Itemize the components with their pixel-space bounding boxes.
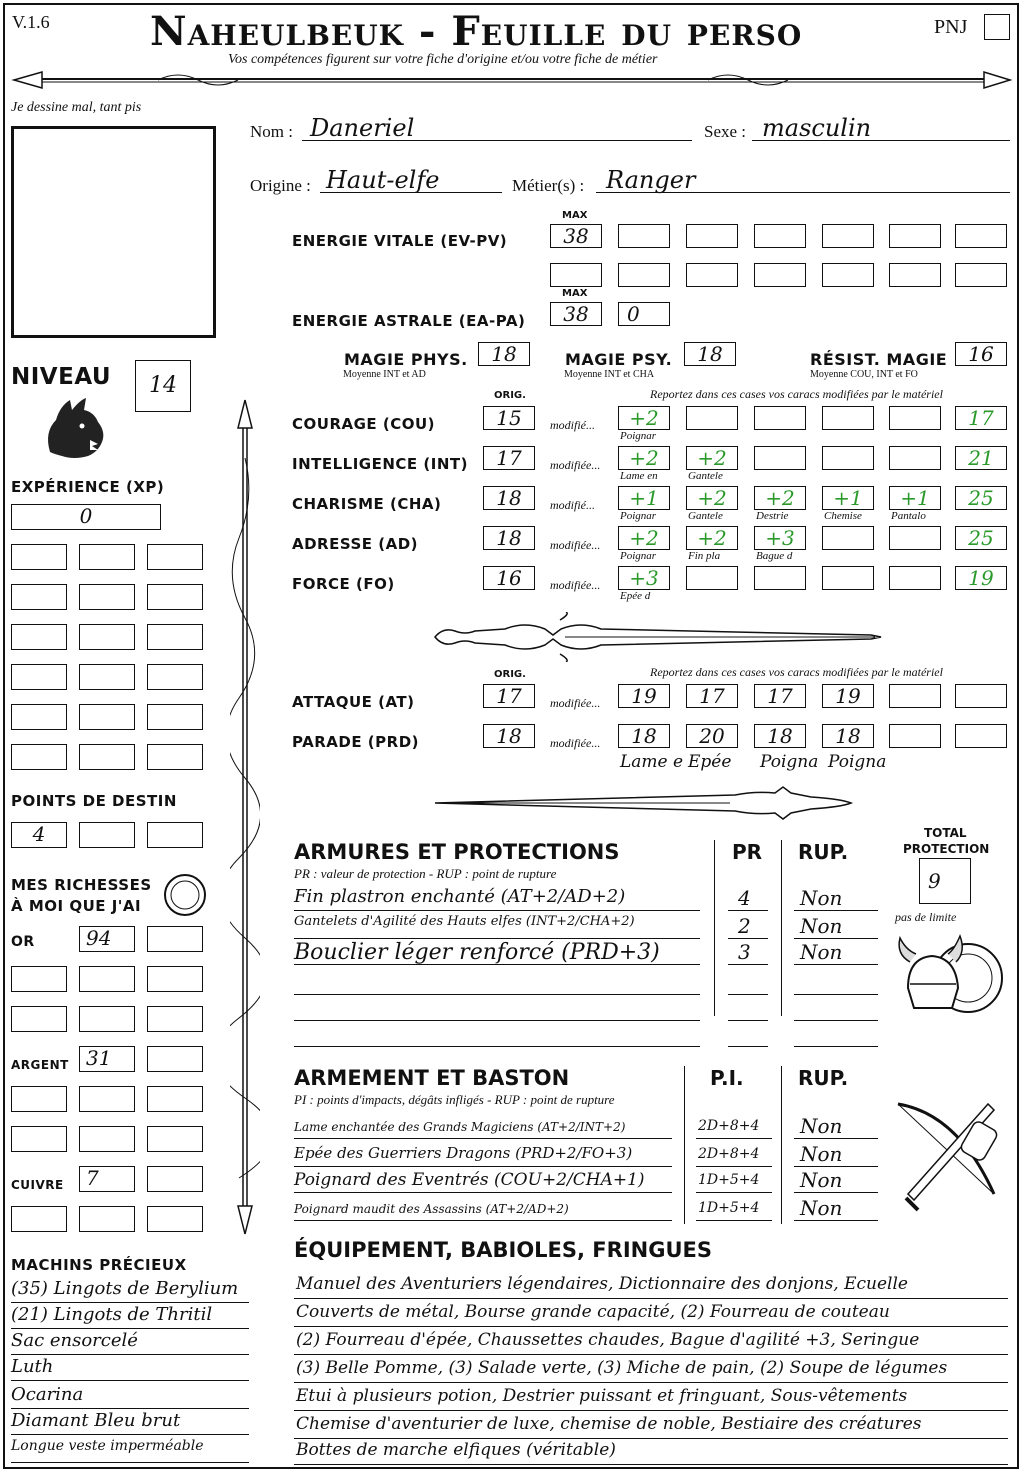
armement-title: ARMEMENT ET BASTON — [294, 1066, 570, 1090]
argent-box-2[interactable] — [147, 1046, 203, 1072]
armure-pr-underline — [728, 1046, 768, 1047]
carac-final-value[interactable]: 17 — [955, 406, 1007, 430]
combat-mod-value[interactable]: 19 — [822, 684, 874, 708]
carac-mod-value[interactable] — [686, 406, 738, 430]
carac-mod-source: Pantalo — [891, 510, 926, 522]
ev-box[interactable] — [822, 224, 874, 248]
arme-name[interactable]: Epée des Guerriers Dragons (PRD+2/FO+3) — [294, 1144, 633, 1162]
carac-mod-value[interactable] — [686, 566, 738, 590]
xp-box[interactable] — [147, 584, 203, 610]
or-label: OR — [11, 934, 35, 950]
armure-name[interactable]: Fin plastron enchanté (AT+2/AD+2) — [294, 886, 626, 907]
dragon-icon — [40, 392, 106, 464]
combat-mod-value[interactable] — [889, 684, 941, 708]
or-box-7[interactable] — [79, 1006, 135, 1032]
combat-mod-value[interactable] — [889, 724, 941, 748]
carac-mod-source: Fin pla — [688, 550, 721, 562]
coin-icon — [162, 872, 208, 918]
carac-mod-source: Poignar — [620, 510, 657, 522]
carac-mod-value[interactable]: +2 — [618, 526, 670, 550]
combat-mod-value[interactable]: 17 — [686, 684, 738, 708]
carac-mod-source: Gantele — [688, 470, 723, 482]
richesses-label-2: À MOI QUE J'AI — [11, 897, 142, 915]
weapons-crossed-icon — [888, 1094, 1008, 1218]
xp-box[interactable] — [11, 624, 67, 650]
equipement-underline — [294, 1464, 1008, 1465]
combat-label: PARADE (PRD) — [292, 733, 420, 751]
magie-phys-note: Moyenne INT et AD — [343, 369, 426, 380]
carac-final-value[interactable]: 19 — [955, 566, 1007, 590]
ev-box[interactable] — [618, 263, 670, 287]
carac-orig-value[interactable]: 15 — [483, 406, 535, 430]
cuivre-value[interactable]: 7 — [79, 1166, 135, 1192]
equipement-line[interactable]: (3) Belle Pomme, (3) Salade verte, (3) Miche de pain, (2) Soupe de légumes — [296, 1358, 948, 1378]
xp-box[interactable] — [11, 544, 67, 570]
armure-rup-underline — [794, 964, 878, 965]
argent-value[interactable]: 31 — [79, 1046, 135, 1072]
ev-box[interactable] — [822, 263, 874, 287]
armures-pr-header: PR — [732, 840, 763, 864]
armement-rup-header: RUP. — [798, 1066, 849, 1090]
armures-rup-header: RUP. — [798, 840, 849, 864]
armement-note: PI : points d'impacts, dégâts infligés - RUP : point de rupture — [294, 1092, 615, 1107]
precieux-underline — [11, 1462, 249, 1463]
carac-label: ADRESSE (AD) — [292, 535, 419, 553]
argent-box-8[interactable] — [147, 1126, 203, 1152]
arme-pi[interactable]: 1D+5+4 — [698, 1172, 760, 1188]
or-box-2[interactable] — [147, 926, 203, 952]
carac-mod-source: Gantele — [688, 510, 723, 522]
ev-box[interactable]: 38 — [550, 224, 602, 248]
precieux-item[interactable]: Luth — [11, 1356, 54, 1377]
equipement-title: ÉQUIPEMENT, BABIOLES, FRINGUES — [294, 1238, 712, 1262]
argent-box-7[interactable] — [79, 1126, 135, 1152]
carac-mod-source: Poignar — [620, 430, 657, 442]
carac-mod-source: Bague d — [756, 550, 793, 562]
or-box-5[interactable] — [147, 966, 203, 992]
total-protection-value[interactable]: 9 — [919, 858, 971, 904]
carac-label: COURAGE (COU) — [292, 415, 436, 433]
caracs-orig-label: ORIG. — [494, 390, 526, 401]
arme-pi-underline — [696, 1166, 772, 1167]
carac-orig-value[interactable]: 18 — [483, 486, 535, 510]
helmet-shield-icon — [890, 928, 1006, 1028]
equipement-underline — [294, 1326, 1008, 1327]
xp-box[interactable] — [79, 664, 135, 690]
xp-box[interactable] — [79, 624, 135, 650]
armure-pr-underline — [728, 938, 768, 939]
armure-pr[interactable]: 3 — [738, 940, 751, 964]
ev-box[interactable] — [955, 263, 1007, 287]
page-title: Naheulbeuk - Feuille du perso — [150, 8, 803, 55]
origine-underline — [320, 192, 502, 193]
xp-box[interactable] — [79, 704, 135, 730]
combat-orig-label: ORIG. — [494, 669, 526, 680]
xp-box[interactable] — [147, 704, 203, 730]
metier-underline — [596, 192, 1010, 193]
carac-mod-value[interactable]: +3 — [754, 526, 806, 550]
carac-mod-value[interactable] — [889, 446, 941, 470]
carac-final-value[interactable]: 25 — [955, 526, 1007, 550]
ev-box[interactable] — [754, 263, 806, 287]
arme-pi-underline — [696, 1138, 772, 1139]
arme-rup[interactable]: Non — [800, 1196, 843, 1220]
ev-box[interactable] — [955, 224, 1007, 248]
precieux-underline — [11, 1380, 249, 1381]
nom-label: Nom : — [250, 122, 293, 141]
carac-mod-label: modifiée... — [550, 458, 601, 472]
equipement-line[interactable]: Manuel des Aventuriers légendaires, Dictionnaire des donjons, Ecuelle — [296, 1274, 908, 1294]
arme-name[interactable]: Lame enchantée des Grands Magiciens (AT+2/INT+2) — [294, 1120, 626, 1134]
ea-label: ENERGIE ASTRALE (EA-PA) — [292, 312, 526, 330]
resist-magie-note: Moyenne COU, INT et FO — [810, 369, 918, 380]
argent-box-6[interactable] — [11, 1126, 67, 1152]
armement-divider-1 — [684, 1066, 685, 1224]
xp-box[interactable] — [11, 664, 67, 690]
xp-box[interactable] — [79, 584, 135, 610]
sexe-label: Sexe : — [704, 122, 747, 141]
carac-mod-value[interactable]: +2 — [686, 446, 738, 470]
origine-field[interactable]: Haut-elfe — [326, 166, 440, 194]
carac-mod-label: modifiée... — [550, 538, 601, 552]
magie-phys-value[interactable]: 18 — [478, 342, 530, 366]
cuivre-box-2[interactable] — [147, 1166, 203, 1192]
armure-rup-underline — [794, 1020, 878, 1021]
carac-mod-value[interactable]: +2 — [754, 486, 806, 510]
equipement-underline — [294, 1410, 1008, 1411]
xp-box[interactable] — [79, 744, 135, 770]
sword-illustration-2-icon — [430, 778, 870, 828]
combat-weapon-name: Epée — [688, 752, 732, 772]
arme-rup[interactable]: Non — [800, 1142, 843, 1166]
carac-mod-value[interactable] — [822, 446, 874, 470]
carac-final-value[interactable]: 25 — [955, 486, 1007, 510]
equipement-line[interactable]: Bottes de marche elfiques (véritable) — [296, 1440, 616, 1460]
cuivre-box-4[interactable] — [79, 1206, 135, 1232]
or-box-3[interactable] — [11, 966, 67, 992]
carac-mod-value[interactable]: +2 — [618, 406, 670, 430]
armure-rup-underline — [794, 938, 878, 939]
equipement-line[interactable]: Couverts de métal, Bourse grande capacité, (2) Fourreau de couteau — [296, 1302, 890, 1322]
carac-mod-value[interactable]: +1 — [889, 486, 941, 510]
carac-mod-value[interactable]: +2 — [618, 446, 670, 470]
arme-rup[interactable]: Non — [800, 1114, 843, 1138]
carac-mod-source: Chemise — [824, 510, 862, 522]
xp-box[interactable] — [147, 624, 203, 650]
pnj-checkbox[interactable] — [984, 14, 1010, 40]
combat-weapon-name: Poigna — [828, 752, 887, 772]
cuivre-label: CUIVRE — [11, 1178, 64, 1192]
ev-box[interactable] — [889, 263, 941, 287]
or-value[interactable]: 94 — [79, 926, 135, 952]
or-box-6[interactable] — [11, 1006, 67, 1032]
carac-mod-value[interactable]: +1 — [618, 486, 670, 510]
cuivre-box-3[interactable] — [11, 1206, 67, 1232]
carac-mod-value[interactable] — [822, 566, 874, 590]
armure-underline — [294, 964, 700, 965]
nom-field[interactable]: Daneriel — [310, 114, 415, 142]
armure-name[interactable]: Gantelets d'Agilité des Hauts elfes (INT+2/CHA+2) — [294, 914, 635, 929]
precieux-underline — [11, 1328, 249, 1329]
precieux-underline — [11, 1434, 249, 1435]
carac-mod-source: Lame en — [620, 470, 658, 482]
arme-rup[interactable]: Non — [800, 1168, 843, 1192]
argent-box-3[interactable] — [11, 1086, 67, 1112]
combat-mod-value[interactable]: 18 — [754, 724, 806, 748]
armures-divider-2 — [781, 840, 782, 1016]
armure-rup[interactable]: Non — [800, 940, 843, 964]
arme-name[interactable]: Poignard maudit des Assassins (AT+2/AD+2) — [294, 1202, 569, 1216]
carac-mod-value[interactable] — [889, 566, 941, 590]
precieux-item[interactable]: Diamant Bleu brut — [11, 1410, 181, 1431]
armure-underline — [294, 910, 700, 911]
combat-orig-value[interactable]: 17 — [483, 684, 535, 708]
argent-box-5[interactable] — [147, 1086, 203, 1112]
armures-note: PR : valeur de protection - RUP : point de rupture — [294, 866, 557, 881]
or-box-4[interactable] — [79, 966, 135, 992]
precieux-item[interactable]: Longue veste imperméable — [11, 1438, 204, 1454]
carac-mod-value[interactable] — [754, 406, 806, 430]
precieux-item[interactable]: (35) Lingots de Berylium — [11, 1278, 239, 1299]
magie-phys-label: MAGIE PHYS. — [344, 350, 468, 369]
equipement-line[interactable]: Chemise d'aventurier de luxe, chemise de noble, Bestiaire des créatures — [296, 1414, 922, 1434]
armures-title: ARMURES ET PROTECTIONS — [294, 840, 620, 864]
magie-psy-note: Moyenne INT et CHA — [564, 369, 655, 380]
xp-box[interactable] — [11, 584, 67, 610]
pnj-label: PNJ — [934, 16, 968, 38]
carac-mod-label: modifié... — [550, 498, 595, 512]
carac-mod-value[interactable] — [889, 526, 941, 550]
arme-rup-underline — [794, 1220, 878, 1221]
equipement-underline — [294, 1354, 1008, 1355]
xp-box[interactable] — [11, 704, 67, 730]
arme-pi[interactable]: 1D+5+4 — [698, 1200, 760, 1216]
argent-box-4[interactable] — [79, 1086, 135, 1112]
arme-name[interactable]: Poignard des Eventrés (COU+2/CHA+1) — [294, 1170, 645, 1190]
arme-underline — [294, 1138, 672, 1139]
magie-psy-value[interactable]: 18 — [684, 342, 736, 366]
xp-box[interactable] — [147, 664, 203, 690]
armure-rup[interactable]: Non — [800, 886, 843, 910]
ea-max-label: MAX — [562, 288, 588, 299]
carac-mod-source: Destrie — [756, 510, 789, 522]
combat-mod-value[interactable]: 19 — [618, 684, 670, 708]
carac-mod-value[interactable] — [822, 526, 874, 550]
armement-divider-2 — [781, 1066, 782, 1224]
ev-box[interactable] — [754, 224, 806, 248]
limit-note: pas de limite — [895, 910, 957, 924]
xp-box[interactable] — [79, 544, 135, 570]
carac-mod-value[interactable]: +2 — [686, 526, 738, 550]
precieux-underline — [11, 1354, 249, 1355]
combat-weapon-name: Poigna — [760, 752, 819, 772]
spear-vertical-icon — [230, 398, 260, 1236]
equipement-line[interactable]: Etui à plusieurs potion, Destrier puissant et fringuant, Sous-vêtements — [296, 1386, 908, 1406]
arme-rup-underline — [794, 1166, 878, 1167]
armure-underline — [294, 1046, 700, 1047]
arme-underline — [294, 1192, 672, 1193]
armure-rup-underline — [794, 1046, 878, 1047]
carac-mod-value[interactable]: +1 — [822, 486, 874, 510]
metier-field[interactable]: Ranger — [606, 166, 696, 194]
portrait-caption: Je dessine mal, tant pis — [11, 100, 142, 115]
armures-divider-1 — [714, 840, 715, 1016]
metier-label: Métier(s) : — [512, 176, 585, 195]
armure-pr-underline — [728, 964, 768, 965]
xp-box[interactable] — [147, 544, 203, 570]
armure-name[interactable]: Bouclier léger renforcé (PRD+3) — [294, 940, 660, 965]
page-subtitle: Vos compétences figurent sur votre fiche d'origine et/ou votre fiche de métier — [228, 52, 658, 67]
armure-pr-underline — [728, 910, 768, 911]
equipement-underline — [294, 1438, 1008, 1439]
carac-orig-value[interactable]: 16 — [483, 566, 535, 590]
carac-mod-value[interactable] — [754, 566, 806, 590]
carac-orig-value[interactable]: 18 — [483, 526, 535, 550]
equipement-underline — [294, 1382, 1008, 1383]
combat-orig-value[interactable]: 18 — [483, 724, 535, 748]
combat-mod-value[interactable] — [955, 684, 1007, 708]
resist-magie-label: RÉSIST. MAGIE — [810, 350, 948, 369]
equipement-line[interactable]: (2) Fourreau d'épée, Chaussettes chaudes, Bague d'agilité +3, Seringue — [296, 1330, 920, 1350]
argent-label: ARGENT — [11, 1058, 69, 1072]
armure-pr-underline — [728, 994, 768, 995]
portrait-box[interactable] — [11, 126, 216, 338]
combat-label: ATTAQUE (AT) — [292, 693, 415, 711]
caracs-report-note: Reportez dans ces cases vos caracs modifiées par le matériel — [650, 387, 943, 401]
carac-mod-source: Poignar — [620, 550, 657, 562]
precieux-item[interactable]: Ocarina — [11, 1384, 84, 1405]
armure-rup[interactable]: Non — [800, 914, 843, 938]
niveau-value[interactable]: 14 — [135, 360, 191, 412]
armure-pr[interactable]: 4 — [738, 886, 751, 910]
armure-pr[interactable]: 2 — [738, 914, 751, 938]
arme-underline — [294, 1220, 672, 1221]
ev-box[interactable] — [686, 263, 738, 287]
combat-weapon-name: Lame e — [620, 752, 684, 772]
ev-box[interactable] — [686, 224, 738, 248]
arme-pi[interactable]: 2D+8+4 — [698, 1146, 760, 1162]
carac-label: INTELLIGENCE (INT) — [292, 455, 468, 473]
destin-box-3[interactable] — [147, 822, 203, 848]
precieux-item[interactable]: (21) Lingots de Thritil — [11, 1304, 213, 1325]
combat-mod-value[interactable]: 20 — [686, 724, 738, 748]
precieux-item[interactable]: Sac ensorcelé — [11, 1330, 138, 1351]
arme-underline — [294, 1166, 672, 1167]
carac-orig-value[interactable]: 17 — [483, 446, 535, 470]
armure-underline — [294, 1020, 700, 1021]
arme-pi[interactable]: 2D+8+4 — [698, 1118, 760, 1134]
carac-label: CHARISME (CHA) — [292, 495, 442, 513]
carac-mod-label: modifiée... — [550, 578, 601, 592]
sexe-field[interactable]: masculin — [762, 114, 872, 142]
arme-rup-underline — [794, 1138, 878, 1139]
ea-max-value[interactable]: 38 — [550, 302, 602, 326]
destin-box-2[interactable] — [79, 822, 135, 848]
armure-underline — [294, 938, 700, 939]
carac-mod-value[interactable] — [822, 406, 874, 430]
combat-mod-label: modifiée... — [550, 736, 601, 750]
xp-box[interactable] — [11, 744, 67, 770]
combat-mod-label: modifiée... — [550, 696, 601, 710]
combat-mod-value[interactable]: 18 — [822, 724, 874, 748]
armure-rup-underline — [794, 910, 878, 911]
niveau-label: NIVEAU — [11, 364, 112, 390]
combat-mod-value[interactable] — [955, 724, 1007, 748]
nom-underline — [302, 140, 692, 141]
armure-rup-underline — [794, 994, 878, 995]
richesses-label-1: MES RICHESSES — [11, 876, 152, 894]
combat-mod-value[interactable]: 18 — [618, 724, 670, 748]
equipement-underline — [294, 1298, 1008, 1299]
resist-magie-value[interactable]: 16 — [955, 342, 1007, 366]
ev-box[interactable] — [618, 224, 670, 248]
carac-mod-value[interactable] — [889, 406, 941, 430]
xp-box[interactable] — [147, 744, 203, 770]
combat-mod-value[interactable]: 17 — [754, 684, 806, 708]
armure-pr-underline — [728, 1020, 768, 1021]
or-box-8[interactable] — [147, 1006, 203, 1032]
carac-mod-label: modifié... — [550, 418, 595, 432]
carac-mod-value[interactable] — [754, 446, 806, 470]
xp-label: EXPÉRIENCE (XP) — [11, 478, 165, 496]
total-label-1: TOTAL — [924, 826, 967, 840]
carac-label: FORCE (FO) — [292, 575, 395, 593]
arme-pi-underline — [696, 1192, 772, 1193]
sexe-underline — [752, 140, 1010, 141]
precieux-underline — [11, 1302, 249, 1303]
version-label: V.1.6 — [12, 12, 50, 32]
arme-rup-underline — [794, 1192, 878, 1193]
carac-mod-source: Epée d — [620, 590, 651, 602]
spear-divider-icon — [8, 64, 1016, 94]
precieux-label: MACHINS PRÉCIEUX — [11, 1256, 187, 1274]
carac-final-value[interactable]: 21 — [955, 446, 1007, 470]
arme-pi-underline — [696, 1220, 772, 1221]
armement-pi-header: P.I. — [710, 1066, 744, 1090]
sword-illustration-icon — [430, 612, 890, 662]
destin-value[interactable]: 4 — [11, 822, 67, 848]
total-label-2: PROTECTION — [903, 842, 990, 856]
precieux-underline — [11, 1408, 249, 1409]
magie-psy-label: MAGIE PSY. — [565, 350, 673, 369]
carac-mod-value[interactable]: +3 — [618, 566, 670, 590]
ev-box[interactable] — [550, 263, 602, 287]
cuivre-box-5[interactable] — [147, 1206, 203, 1232]
ev-label: ENERGIE VITALE (EV-PV) — [292, 232, 508, 250]
ev-box[interactable] — [889, 224, 941, 248]
ev-max-label: MAX — [562, 210, 588, 221]
xp-value[interactable]: 0 — [11, 504, 161, 530]
origine-label: Origine : — [250, 176, 311, 195]
armure-underline — [294, 994, 700, 995]
destin-label: POINTS DE DESTIN — [11, 792, 177, 810]
combat-report-note: Reportez dans ces cases vos caracs modifiées par le matériel — [650, 665, 943, 679]
carac-mod-value[interactable]: +2 — [686, 486, 738, 510]
ea-current-value[interactable]: 0 — [618, 302, 670, 326]
